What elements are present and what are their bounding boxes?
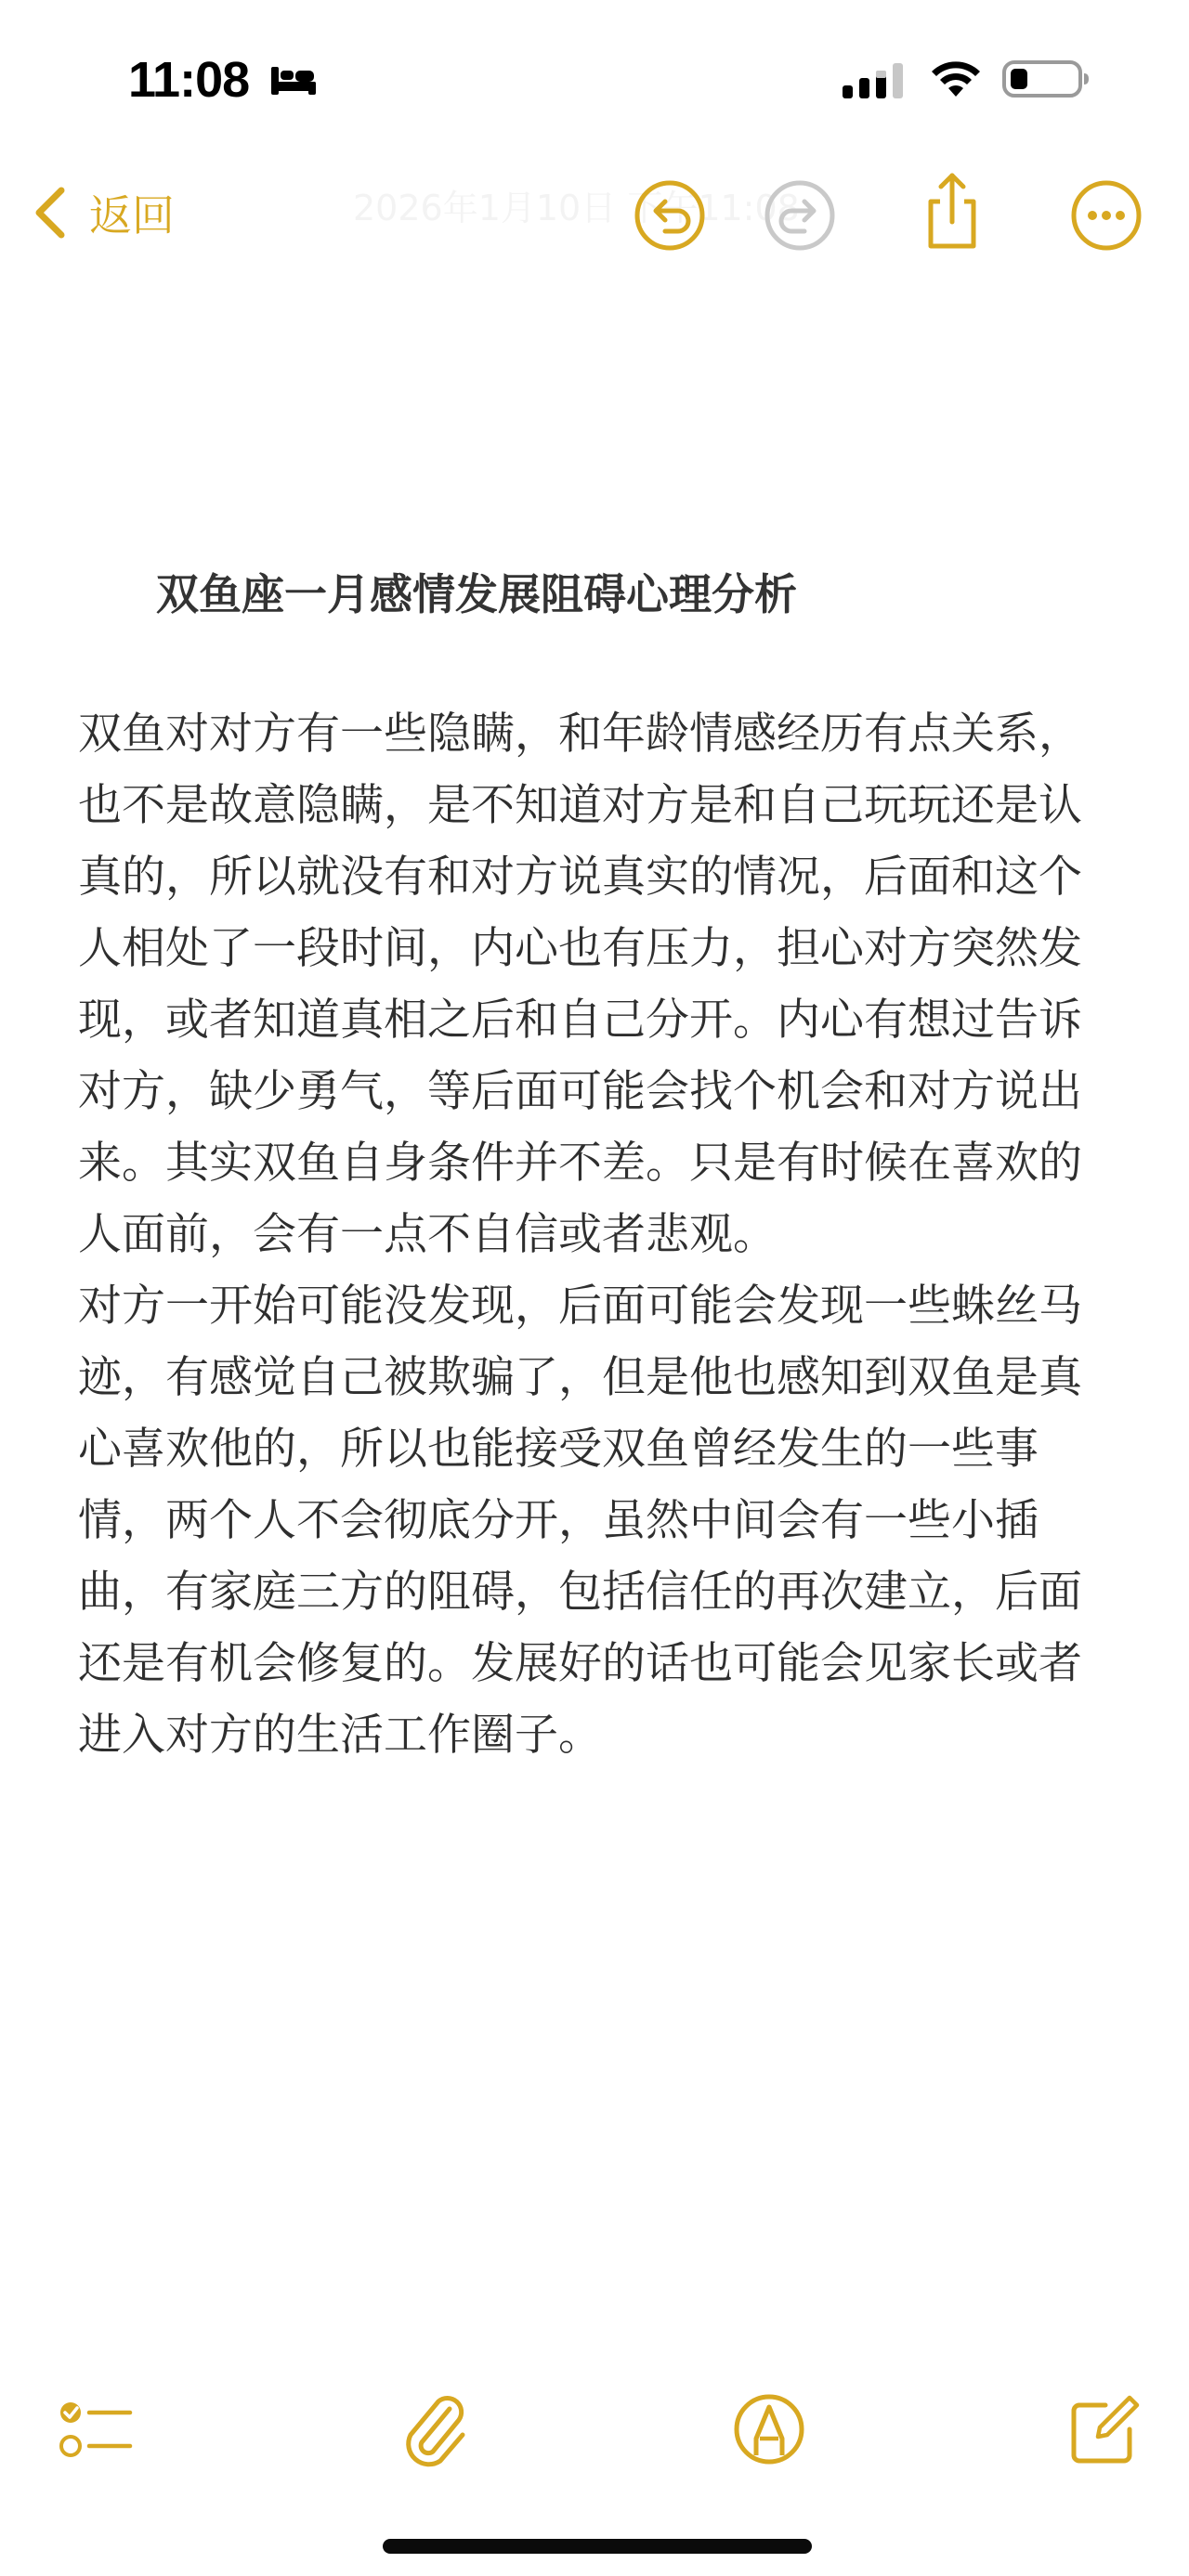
cellular-signal-icon <box>841 61 908 100</box>
share-icon[interactable] <box>910 168 994 252</box>
status-time: 11:08 <box>128 52 250 108</box>
back-label: 返回 <box>89 190 175 241</box>
chevron-left-icon <box>30 183 71 242</box>
battery-icon <box>1001 58 1091 100</box>
note-paragraph: 双鱼对对方有一些隐瞒，和年龄情感经历有点关系，也不是故意隐瞒，是不知道对方是和自己玩玩还是认真的，所以就没有和对方说真实的情况，后面和这个人相处了一段时间，内心也有压力，担心对方突然发现，或者知道真相之后和自己分开。内心有想过告诉对方，缺少勇气，等后面可能会找个机会和对方说出来。其实双鱼自身条件并不差。只是有时候在喜欢的人面前，会有一点不自信或者悲观。 <box>78 709 1082 1260</box>
nav-bar <box>0 163 1189 265</box>
faded-note-date: 2026年1月10日 下午11:08 <box>353 188 800 228</box>
wifi-icon <box>929 58 983 100</box>
paperclip-icon[interactable] <box>396 2390 474 2468</box>
note-body[interactable] <box>78 698 1118 1771</box>
note-paragraph: 对方一开始可能没发现，后面可能会发现一些蛛丝马迹，有感觉自己被欺骗了，但是他也感知到双鱼是真心喜欢他的，所以也能接受双鱼曾经发生的一些事情，两个人不会彻底分开，虽然中间会有一些小插曲，有家庭三方的阻碍，包括信任的再次建立，后面还是有机会修复的。发展好的话也可能会见家长或者进入对方的生活工作圈子。 <box>78 1281 1082 1761</box>
sleep-focus-icon <box>269 63 318 97</box>
checklist-icon[interactable] <box>56 2390 134 2468</box>
more-icon[interactable] <box>1065 174 1148 257</box>
redo-icon[interactable] <box>758 174 842 257</box>
undo-icon[interactable] <box>628 174 712 257</box>
bottom-toolbar <box>0 2377 1189 2479</box>
note-title: 双鱼座一月感情发展阻碍心理分析 <box>156 569 797 619</box>
home-indicator[interactable] <box>383 2539 812 2554</box>
markup-pen-icon[interactable] <box>730 2390 808 2468</box>
back-button[interactable] <box>30 176 175 250</box>
compose-icon[interactable] <box>1065 2390 1143 2468</box>
status-bar <box>0 0 1189 158</box>
